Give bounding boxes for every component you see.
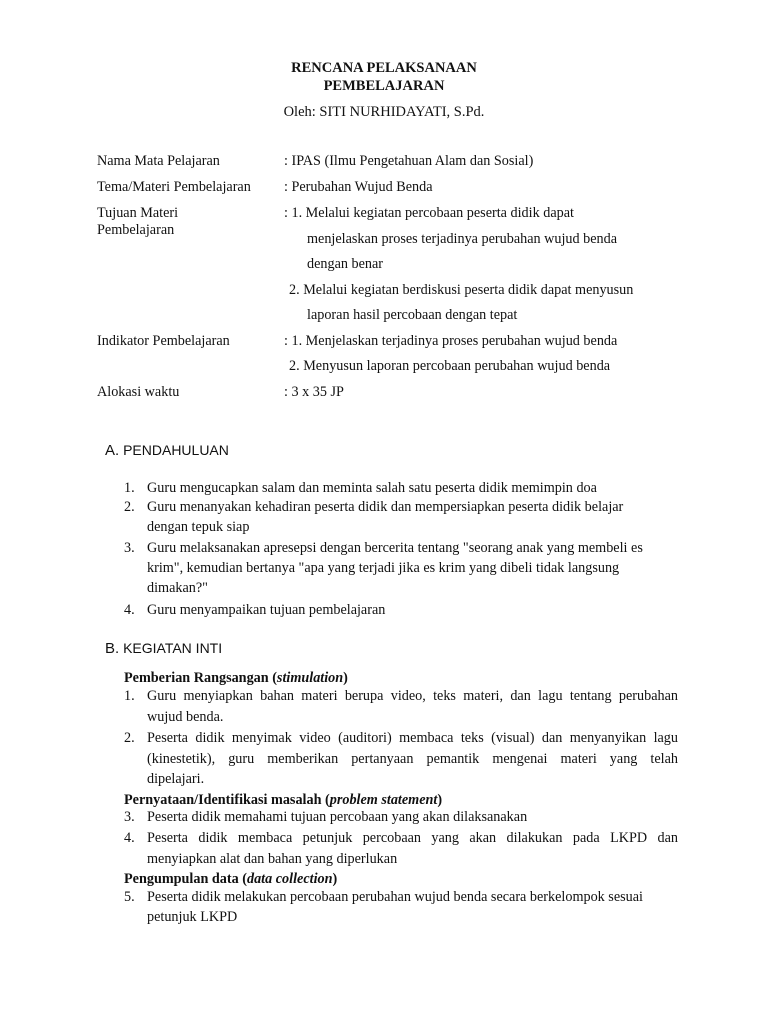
problem-statement-subheading xyxy=(124,792,442,809)
list-item-text: dimakan?" xyxy=(147,580,208,596)
list-item-text: Peserta didik menyimak video (auditori) membaca teks (visual) dan menyanyikan lagu xyxy=(147,730,678,746)
data-collection-subheading xyxy=(124,871,337,888)
list-item-text: Guru menyiapkan bahan materi berupa video, teks materi, dan lagu tentang perubahan xyxy=(147,688,678,704)
list-item-text: Peserta didik melakukan percobaan perubahan wujud benda secara berkelompok sesuai xyxy=(147,889,643,905)
stimulation-subheading-text: Pemberian Rangsangan ( xyxy=(124,670,277,686)
time-label: Alokasi waktu xyxy=(97,384,180,400)
problem-subheading-text: Pernyataan/Identifikasi masalah ( xyxy=(124,792,330,808)
data-subheading-text: Pengumpulan data ( xyxy=(124,871,247,887)
indicator-2: 2. Menyusun laporan percobaan perubahan wujud benda xyxy=(289,358,611,374)
goal-2-line-2: laporan hasil percobaan dengan tepat xyxy=(307,307,518,323)
section-b-letter: B. xyxy=(105,640,120,657)
section-b-title: KEGIATAN INTI xyxy=(123,640,223,656)
list-item-number: 4. xyxy=(124,602,135,618)
problem-close: ) xyxy=(437,792,443,808)
goal-label-line-1: Tujuan Materi xyxy=(97,205,179,221)
list-item-text: Peserta didik memahami tujuan percobaan yang akan dilaksanakan xyxy=(147,809,528,825)
list-item-number: 2. xyxy=(124,730,135,746)
subject-value: : IPAS (Ilmu Pengetahuan Alam dan Sosial) xyxy=(284,153,534,169)
list-item-text: wujud benda. xyxy=(147,709,224,725)
goal-1-line-2: menjelaskan proses terjadinya perubahan wujud benda xyxy=(307,231,618,247)
list-item-text: Guru menyampaikan tujuan pembelajaran xyxy=(147,602,386,618)
stimulation-close: ) xyxy=(343,670,348,686)
list-item-number: 3. xyxy=(124,809,135,825)
goal-1-line-1: : 1. Melalui kegiatan percobaan peserta didik dapat xyxy=(284,205,574,221)
goal-label-line-2: Pembelajaran xyxy=(97,222,175,238)
list-item-text: krim", kemudian bertanya "apa yang terjadi jika es krim yang dibeli tidak langsung xyxy=(147,560,620,576)
list-item-number: 1. xyxy=(124,480,135,496)
theme-value: : Perubahan Wujud Benda xyxy=(284,179,433,195)
list-item-text: petunjuk LKPD xyxy=(147,909,238,925)
data-close: ) xyxy=(332,871,338,887)
list-item-number: 3. xyxy=(124,540,135,556)
list-item-text: dengan tepuk siap xyxy=(147,519,250,535)
problem-term: problem statement xyxy=(329,792,438,808)
list-item-text: menyiapkan alat dan bahan yang diperlukan xyxy=(147,851,398,867)
goal-1-line-3: dengan benar xyxy=(307,256,384,272)
indicator-label: Indikator Pembelajaran xyxy=(97,333,230,349)
document-title-line-2: PEMBELAJARAN xyxy=(323,78,445,94)
section-b-heading xyxy=(105,640,222,657)
list-item-text: (kinestetik), guru memberikan pertanyaan pemantik mengenai materi yang telah xyxy=(147,751,678,767)
indicator-1: : 1. Menjelaskan terjadinya proses perubahan wujud benda xyxy=(284,333,618,349)
stimulation-subheading xyxy=(124,670,348,687)
section-a-letter: A. xyxy=(105,442,120,459)
section-a-heading xyxy=(105,442,229,459)
theme-label: Tema/Materi Pembelajaran xyxy=(97,179,251,195)
goal-2-line-1: 2. Melalui kegiatan berdiskusi peserta didik dapat menyusun xyxy=(289,282,634,298)
list-item-text: Peserta didik membaca petunjuk percobaan yang akan dilakukan pada LKPD dan xyxy=(147,830,678,846)
list-item-number: 5. xyxy=(124,889,135,905)
list-item-text: Guru melaksanakan apresepsi dengan bercerita tentang "seorang anak yang membeli es xyxy=(147,540,643,556)
list-item-number: 4. xyxy=(124,830,135,846)
subject-label: Nama Mata Pelajaran xyxy=(97,153,220,169)
section-a-title: PENDAHULUAN xyxy=(123,442,229,458)
list-item-text: Guru menanyakan kehadiran peserta didik dan mempersiapkan peserta didik belajar xyxy=(147,499,624,515)
document-author: Oleh: SITI NURHIDAYATI, S.Pd. xyxy=(283,104,485,120)
list-item-number: 1. xyxy=(124,688,135,704)
time-value: : 3 x 35 JP xyxy=(284,384,344,400)
list-item-number: 2. xyxy=(124,499,135,515)
data-term: data collection xyxy=(246,871,333,887)
list-item-text: dipelajari. xyxy=(147,771,205,787)
stimulation-term: stimulation xyxy=(276,670,344,686)
document-title-line-1: RENCANA PELAKSANAAN xyxy=(291,60,477,76)
list-item-text: Guru mengucapkan salam dan meminta salah satu peserta didik memimpin doa xyxy=(147,480,597,496)
